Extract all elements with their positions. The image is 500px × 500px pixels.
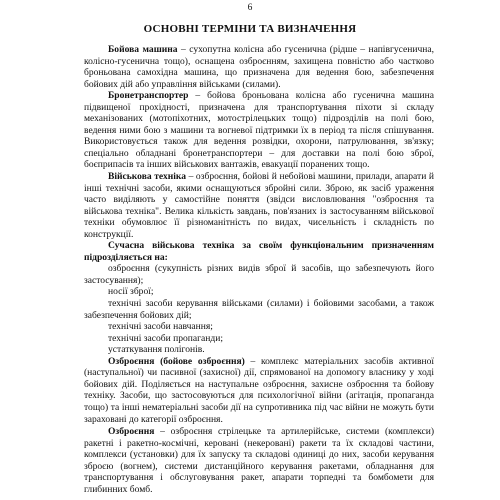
document-body — [84, 44, 434, 495]
paragraph-combat-armament — [84, 356, 434, 425]
page-number: 6 — [247, 3, 253, 13]
paragraph-combat-vehicle — [84, 44, 434, 90]
term-armament: Озброєння — [108, 426, 155, 438]
list-item: технічні засоби навчання; — [108, 321, 213, 333]
term-combat-vehicle: Бойова машина — [108, 44, 178, 55]
paragraph-armored-personnel-carrier — [84, 90, 434, 171]
list-item: озброєння (сукупність різних видів зброї й засобів, що забезпечують його застосування); — [84, 263, 434, 286]
term-armored-personnel-carrier: Бронетранспортер — [108, 90, 189, 102]
term-military-equipment: Військова техніка — [108, 171, 187, 183]
list-item: технічні засоби пропаганди; — [108, 332, 224, 344]
term-combat-armament: Озброєння (бойове озброєння) — [108, 355, 245, 367]
definition-combat-armament: – комплекс матеріальних засобів активної (наступальної) чи пасивної (захисної) дії, спрямованої на допомогу власнику у ході бойових дій. Поділяється на наступальне озброєння, захисне озброєння та бойову техніку. Засоби, що застосовуються для психологічної війни (агітація, пропаганда тощо) та інші нематеріальні засоби дії на супротивника під час війни не можуть бути зараховані до категорії озброєння. — [84, 355, 434, 425]
definition-armament: – озброєння стрілецьке та артилерійське, системи (комплекси) ракетні і ракетно-космічні, керовані (некеровані) ракети та їх складові частини, комплекси (установки) для їх запуску та складові одиниці до них, засоби керування зброєю (вогнем), системи дистанційного керування ракетами, обладнання для транспортування і обслуговування ракет, апарати торпедні та бомбомети для глибинних бомб. — [84, 426, 434, 495]
list-item: технічні засоби керування військами (силами) і бойовими засобами, а також забезпечення бойових дій; — [84, 298, 434, 321]
definition-combat-vehicle: – сухопутна колісна або гусенична (рідше – напівгусенична, колісно-гусенична тощо), оснащена озброєнням, захищена повністю або частково броньована самохідна машина, що призначена для ведення бою, забезпечення бойових дій або управління військами (силами). — [84, 44, 435, 90]
section-heading-classification: Сучасна військова техніка за своїм функціональним призначенням підрозділяється на: — [84, 240, 434, 263]
paragraph-armament — [84, 426, 434, 495]
definition-military-equipment: – озброєння, бойові й небойові машини, прилади, апарати й інші технічні засоби, якими оснащуються збройні сили. Зброю, як засіб ураження часто виділяють у самостійне поняття (звідси висловлювання "озброєння та військова техніка". Велика кількість завдань, пов'язаних із застосуванням військової техніки обумовлює її різноманітність по видах, чисельність і складність по конструкції. — [84, 171, 434, 240]
list-item: устаткування полігонів. — [108, 344, 205, 356]
list-item: носії зброї; — [108, 286, 154, 298]
page-title: ОСНОВНІ ТЕРМІНИ ТА ВИЗНАЧЕННЯ — [143, 23, 357, 35]
definition-armored-personnel-carrier: – бойова броньована колісна або гусенична машина підвищеної прохідності, призначена для транспортування піхоти зі складу механізованих (мотопіхотних, мотострілецьких тощо) підрозділів на полі бою, ведення ними бою з машини та вогневої підтримки їх в період та після спішування. Використовується також для ведення розвідки, охорони, патрулювання, зв'язку; спеціально обладнані бронетранспортери – для доставки на полі бою зброї, боєприпасів та інших військових вантажів, евакуації поранених тощо. — [84, 90, 434, 171]
paragraph-military-equipment — [84, 171, 434, 240]
